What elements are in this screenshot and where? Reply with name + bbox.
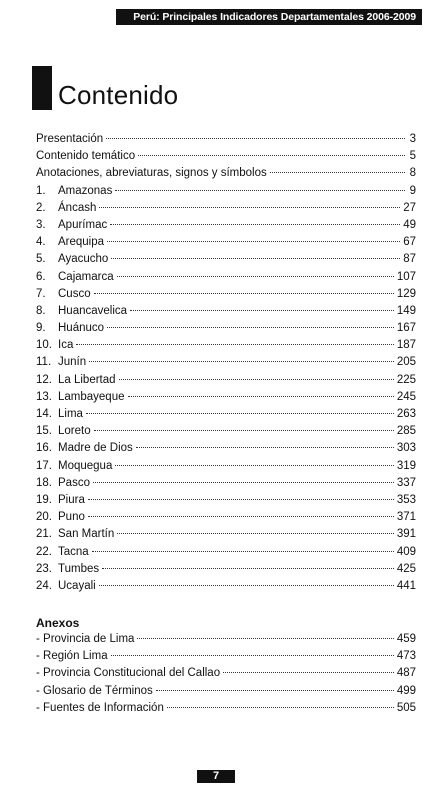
toc-entry[interactable]: [36, 322, 416, 339]
toc-entry-label: Apurímac: [58, 218, 108, 231]
dot-leader: [76, 344, 393, 345]
toc-entry-page: 49: [403, 218, 416, 231]
dot-leader: [106, 138, 405, 139]
toc-entry-page: 371: [396, 511, 416, 524]
toc-entry-page: 409: [396, 545, 416, 558]
toc-entry-page: 391: [396, 528, 416, 541]
dot-leader: [99, 585, 394, 586]
toc-entry-label: Ayacucho: [58, 253, 109, 266]
dot-leader: [89, 361, 394, 362]
toc-entry-number: 9.: [36, 322, 46, 335]
toc-entry-page: 263: [396, 408, 416, 420]
toc-entry-label: - Provincia Constitucional del Callao: [36, 667, 221, 680]
toc-entry-page: 303: [396, 442, 416, 455]
toc-entry-label: Anotaciones, abreviaturas, signos y símbolos: [36, 167, 267, 180]
toc-entry[interactable]: [36, 563, 416, 580]
toc-entry[interactable]: [36, 685, 416, 702]
toc-entry-page: 5: [409, 150, 416, 163]
dot-leader: [86, 413, 394, 414]
toc-entry[interactable]: [36, 133, 416, 150]
toc-entry-label: Puno: [58, 511, 85, 524]
dot-leader: [94, 430, 394, 431]
toc-entry[interactable]: [36, 167, 416, 184]
toc-entry-label: Lima: [58, 408, 83, 420]
toc-entry-number: 15.: [36, 425, 52, 438]
toc-entry[interactable]: [36, 580, 416, 597]
toc-entry-label: Huancavelica: [58, 304, 128, 317]
toc-entry-page: 205: [396, 356, 416, 369]
toc-entry-page: 129: [396, 287, 416, 300]
toc-entry[interactable]: [36, 236, 416, 253]
toc-entry[interactable]: [36, 460, 416, 477]
toc-entry-label: Ica: [58, 339, 74, 352]
toc-entry-page: 9: [409, 184, 416, 197]
toc-entry[interactable]: [36, 650, 416, 667]
toc-entry-page: 441: [396, 579, 416, 592]
toc-entry[interactable]: [36, 219, 416, 236]
toc-entry-label: Tumbes: [58, 562, 100, 575]
dot-leader: [115, 190, 405, 191]
toc-entry-label: Tacna: [58, 545, 89, 558]
toc-entry-page: 459: [396, 633, 416, 645]
toc-entry[interactable]: [36, 150, 416, 167]
toc-entry-label: Moquegua: [58, 459, 113, 472]
toc-entry-label: Junín: [58, 356, 87, 369]
toc-entry-label: La Libertad: [58, 373, 116, 386]
toc-entry-page: 107: [396, 270, 416, 283]
toc-entry-number: 20.: [36, 511, 52, 524]
toc-entry-page: 285: [396, 425, 416, 438]
dot-leader: [137, 638, 393, 639]
dot-leader: [167, 707, 394, 708]
toc-entry-page: 87: [403, 253, 416, 266]
toc-entry-label: Loreto: [58, 425, 91, 438]
toc-entry-number: 14.: [36, 408, 52, 420]
toc-entry-label: Arequipa: [58, 236, 105, 249]
toc-entry[interactable]: [36, 356, 416, 373]
dot-leader: [102, 568, 394, 569]
toc-entry-label: Contenido temático: [36, 150, 136, 163]
toc-entry[interactable]: [36, 442, 416, 459]
toc-entry-number: 19.: [36, 493, 52, 506]
dot-leader: [156, 690, 394, 691]
toc-entry-page: 319: [396, 459, 416, 472]
toc-entry-number: 18.: [36, 476, 52, 489]
toc-entry-number: 22.: [36, 545, 52, 558]
dot-leader: [93, 482, 394, 483]
dot-leader: [110, 224, 400, 225]
toc-entry-page: 187: [396, 339, 416, 352]
toc-entry-number: 8.: [36, 304, 46, 317]
toc-entry-label: Ucayali: [58, 579, 96, 592]
toc-entry[interactable]: [36, 633, 416, 650]
toc-entry-number: 10.: [36, 339, 52, 352]
dot-leader: [94, 293, 394, 294]
toc-entry-label: Áncash: [58, 201, 97, 214]
toc-entry-number: 6.: [36, 270, 46, 283]
toc-entry-label: Cajamarca: [58, 270, 114, 283]
dot-leader: [138, 155, 405, 156]
toc-entry-page: 353: [396, 493, 416, 506]
toc-entry-number: 7.: [36, 287, 46, 300]
dot-leader: [270, 172, 405, 173]
toc-entry[interactable]: [36, 511, 416, 528]
toc-entry-label: Amazonas: [58, 184, 113, 197]
toc-entry-number: 2.: [36, 201, 46, 214]
toc-entry[interactable]: [36, 185, 416, 202]
toc-entry[interactable]: [36, 546, 416, 563]
toc-entry-label: - Glosario de Términos: [36, 684, 153, 697]
toc-entry[interactable]: [36, 374, 416, 391]
toc-entry-page: 67: [403, 236, 416, 249]
toc-entry-label: San Martín: [58, 528, 115, 541]
toc-entry-number: 4.: [36, 236, 46, 249]
toc-entry[interactable]: [36, 667, 416, 684]
toc-entry-page: 473: [396, 650, 416, 663]
dot-leader: [111, 655, 394, 656]
toc-entry-label: Cusco: [58, 287, 91, 300]
page-title: Contenido: [58, 80, 179, 110]
toc-entry-number: 12.: [36, 373, 52, 386]
toc-entry-number: 3.: [36, 218, 46, 231]
dot-leader: [130, 310, 394, 311]
toc-entry-page: 149: [396, 304, 416, 317]
toc-entry-label: Madre de Dios: [58, 442, 133, 455]
toc-entry-number: 24.: [36, 579, 52, 592]
toc-entry[interactable]: [36, 288, 416, 305]
dot-leader: [128, 396, 394, 397]
title-decoration-block: [32, 66, 52, 110]
toc-entry[interactable]: [36, 391, 416, 408]
toc-entry[interactable]: [36, 494, 416, 511]
dot-leader: [119, 379, 394, 380]
dot-leader: [115, 465, 393, 466]
toc-entry-number: 11.: [36, 356, 52, 369]
toc-entry-number: 1.: [36, 184, 46, 197]
toc-entry-label: - Fuentes de Información: [36, 701, 164, 714]
toc-entry-label: Lambayeque: [58, 390, 125, 403]
toc-entry-number: 17.: [36, 459, 52, 472]
dot-leader: [92, 551, 394, 552]
dot-leader: [111, 258, 400, 259]
toc-entry[interactable]: [36, 408, 416, 425]
toc-entry[interactable]: [36, 339, 416, 356]
toc-entry[interactable]: [36, 271, 416, 288]
toc-entry-page: 167: [396, 322, 416, 335]
toc-entry[interactable]: [36, 202, 416, 219]
dot-leader: [107, 327, 394, 328]
toc-entry-page: 27: [403, 201, 416, 214]
toc-entry[interactable]: [36, 702, 416, 719]
toc-entry-page: 487: [396, 667, 416, 680]
toc-entry-label: Presentación: [36, 133, 104, 145]
page-number: 7: [197, 770, 235, 783]
toc-entry-label: Huánuco: [58, 322, 105, 335]
annexes-title: Anexos: [36, 616, 80, 630]
toc-entry-number: 5.: [36, 253, 46, 266]
toc-entry-number: 16.: [36, 442, 52, 455]
dot-leader: [88, 499, 394, 500]
annexes-list: [36, 633, 416, 719]
toc-entry-page: 3: [409, 133, 416, 145]
toc-entry-page: 425: [396, 562, 416, 575]
toc-entry[interactable]: [36, 425, 416, 442]
toc-entry-label: Pasco: [58, 476, 90, 489]
toc-entry[interactable]: [36, 253, 416, 270]
toc-entry-number: 13.: [36, 390, 52, 403]
toc-entry-page: 245: [396, 390, 416, 403]
dot-leader: [99, 207, 400, 208]
toc-entry[interactable]: [36, 528, 416, 545]
table-of-contents: [36, 133, 416, 597]
dot-leader: [107, 241, 400, 242]
toc-entry[interactable]: [36, 305, 416, 322]
dot-leader: [223, 672, 394, 673]
running-header: Perú: Principales Indicadores Departamentales 2006-2009: [116, 9, 422, 25]
dot-leader: [136, 447, 394, 448]
toc-entry-page: 8: [409, 167, 416, 180]
dot-leader: [117, 276, 394, 277]
dot-leader: [88, 516, 394, 517]
dot-leader: [117, 533, 394, 534]
toc-entry-label: - Región Lima: [36, 650, 108, 663]
toc-entry[interactable]: [36, 477, 416, 494]
toc-entry-page: 337: [396, 476, 416, 489]
toc-entry-page: 225: [396, 373, 416, 386]
toc-entry-page: 499: [396, 684, 416, 697]
toc-entry-label: Piura: [58, 493, 85, 506]
toc-entry-number: 21.: [36, 528, 52, 541]
toc-entry-label: - Provincia de Lima: [36, 633, 135, 645]
toc-entry-number: 23.: [36, 562, 52, 575]
toc-entry-page: 505: [396, 701, 416, 714]
